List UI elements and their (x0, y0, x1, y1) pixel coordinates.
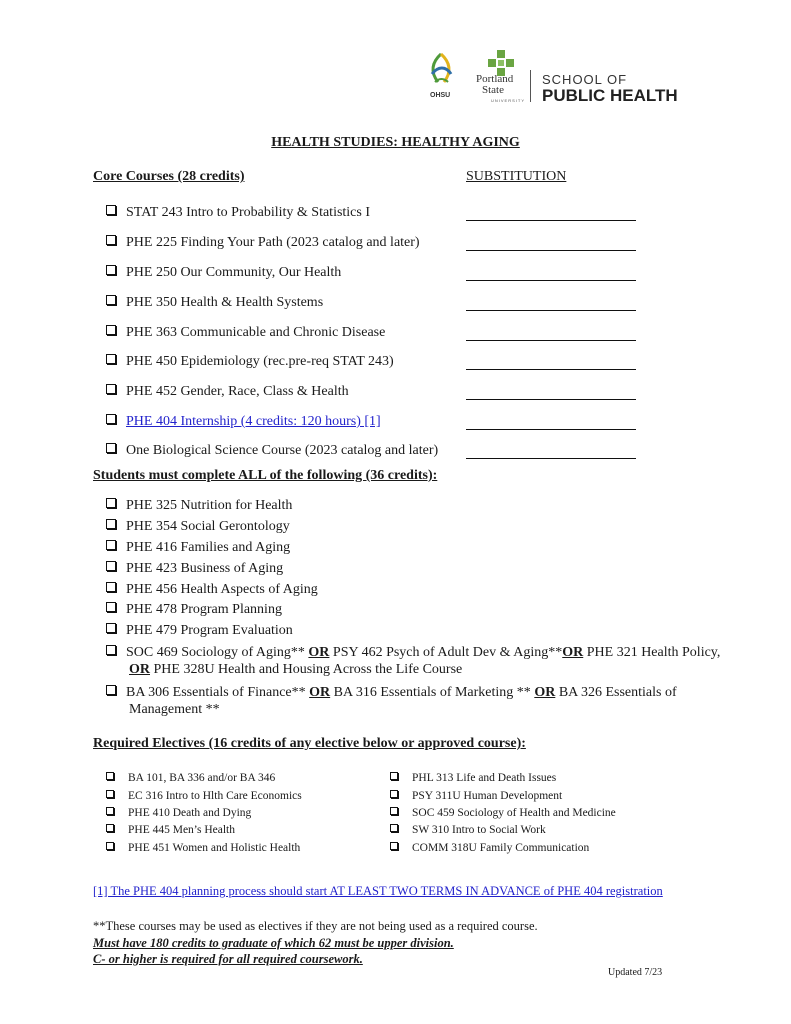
checkbox[interactable] (106, 807, 114, 815)
substitution-heading: SUBSTITUTION (466, 169, 567, 184)
checkbox[interactable] (106, 295, 116, 305)
header-logos (426, 50, 696, 106)
checkbox[interactable] (106, 205, 116, 215)
checkbox[interactable] (106, 842, 114, 850)
checkbox[interactable] (106, 354, 116, 364)
checkbox[interactable] (106, 325, 116, 335)
checkbox[interactable] (390, 807, 398, 815)
ohsu-logo-text: OHSU (430, 92, 451, 99)
checkbox[interactable] (106, 582, 116, 592)
footnote-electives: **These courses may be used as electives if they are not being used as a required course. (93, 919, 538, 933)
required-item-1: PHE 325 Nutrition for Health (106, 498, 292, 514)
ohsu-logo-icon (426, 52, 456, 90)
substitution-line-3 (466, 280, 636, 281)
required-item-soc: SOC 469 Sociology of Aging** OR PSY 462 Psych of Adult Dev & Aging**OR PHE 321 Health Policy, OR PHE 328U Health and Housing Across the Life Course (106, 644, 729, 678)
page-title: HEALTH STUDIES: HEALTHY AGING (271, 135, 520, 150)
elective-left-3: PHE 410 Death and Dying (106, 807, 251, 819)
core-item-3: PHE 250 Our Community, Our Health (106, 265, 341, 281)
elective-right-5: COMM 318U Family Communication (390, 842, 589, 854)
substitution-line-6 (466, 369, 636, 370)
required-item-3: PHE 416 Families and Aging (106, 540, 290, 556)
checkbox[interactable] (106, 265, 116, 275)
substitution-line-5 (466, 340, 636, 341)
checkbox[interactable] (106, 645, 116, 655)
core-item-1: STAT 243 Intro to Probability & Statistics I (106, 205, 370, 221)
internship-link[interactable]: PHE 404 Internship (4 credits: 120 hours) [1] (126, 414, 381, 429)
substitution-line-2 (466, 250, 636, 251)
school-name-line2: PUBLIC HEALTH (542, 86, 678, 105)
checkbox[interactable] (106, 443, 116, 453)
core-item-9: One Biological Science Course (2023 catalog and later) (106, 443, 438, 459)
checkbox[interactable] (390, 772, 398, 780)
core-item-4: PHE 350 Health & Health Systems (106, 295, 323, 311)
required-item-4: PHE 423 Business of Aging (106, 561, 283, 577)
elective-right-1: PHL 313 Life and Death Issues (390, 772, 556, 784)
core-courses-heading: Core Courses (28 credits) (93, 169, 245, 184)
school-name-line1: SCHOOL OF (542, 72, 628, 87)
checkbox[interactable] (106, 772, 114, 780)
substitution-line-4 (466, 310, 636, 311)
footnote-link[interactable]: [1] The PHE 404 planning process should start AT LEAST TWO TERMS IN ADVANCE of PHE 404 registration (93, 884, 663, 898)
core-item-8 (106, 414, 381, 430)
checkbox[interactable] (106, 685, 116, 695)
checkbox[interactable] (390, 824, 398, 832)
substitution-line-8 (466, 429, 636, 430)
elective-left-5: PHE 451 Women and Holistic Health (106, 842, 300, 854)
checkbox[interactable] (390, 842, 398, 850)
checkbox[interactable] (390, 790, 398, 798)
checkbox[interactable] (106, 498, 116, 508)
checkbox[interactable] (106, 790, 114, 798)
required-item-7: PHE 479 Program Evaluation (106, 623, 293, 639)
checkbox[interactable] (106, 824, 114, 832)
elective-right-2: PSY 311U Human Development (390, 790, 562, 802)
psu-logo-subtext: UNIVERSITY (491, 98, 526, 103)
checkbox[interactable] (106, 519, 116, 529)
electives-heading: Required Electives (16 credits of any elective below or approved course): (93, 736, 526, 751)
elective-left-4: PHE 445 Men’s Health (106, 824, 235, 836)
elective-left-1: BA 101, BA 336 and/or BA 346 (106, 772, 275, 784)
required-all-heading: Students must complete ALL of the following (36 credits): (93, 468, 438, 483)
core-item-2: PHE 225 Finding Your Path (2023 catalog and later) (106, 235, 420, 251)
substitution-line-9 (466, 458, 636, 459)
checkbox[interactable] (106, 384, 116, 394)
substitution-line-1 (466, 220, 636, 221)
required-item-5: PHE 456 Health Aspects of Aging (106, 582, 318, 598)
checkbox[interactable] (106, 235, 116, 245)
core-item-6: PHE 450 Epidemiology (rec.pre-req STAT 243) (106, 354, 394, 370)
checkbox[interactable] (106, 414, 116, 424)
updated-date: Updated 7/23 (608, 967, 663, 978)
elective-right-4: SW 310 Intro to Social Work (390, 824, 546, 836)
elective-right-3: SOC 459 Sociology of Health and Medicine (390, 807, 616, 819)
psu-logo-text: Portland State (476, 73, 514, 96)
required-item-6: PHE 478 Program Planning (106, 602, 282, 618)
checkbox[interactable] (106, 623, 116, 633)
footnote-credits: Must have 180 credits to graduate of which 62 must be upper division. (93, 936, 454, 950)
checkbox[interactable] (106, 540, 116, 550)
required-item-ba: BA 306 Essentials of Finance** OR BA 316 Essentials of Marketing ** OR BA 326 Essentials of Management ** (106, 684, 729, 718)
logo-divider (530, 70, 531, 102)
footnote-grade: C- or higher is required for all required coursework. (93, 952, 363, 966)
core-item-7: PHE 452 Gender, Race, Class & Health (106, 384, 349, 400)
elective-left-2: EC 316 Intro to Hlth Care Economics (106, 790, 302, 802)
checkbox[interactable] (106, 561, 116, 571)
checkbox[interactable] (106, 602, 116, 612)
required-item-2: PHE 354 Social Gerontology (106, 519, 290, 535)
substitution-line-7 (466, 399, 636, 400)
core-item-5: PHE 363 Communicable and Chronic Disease (106, 325, 385, 341)
